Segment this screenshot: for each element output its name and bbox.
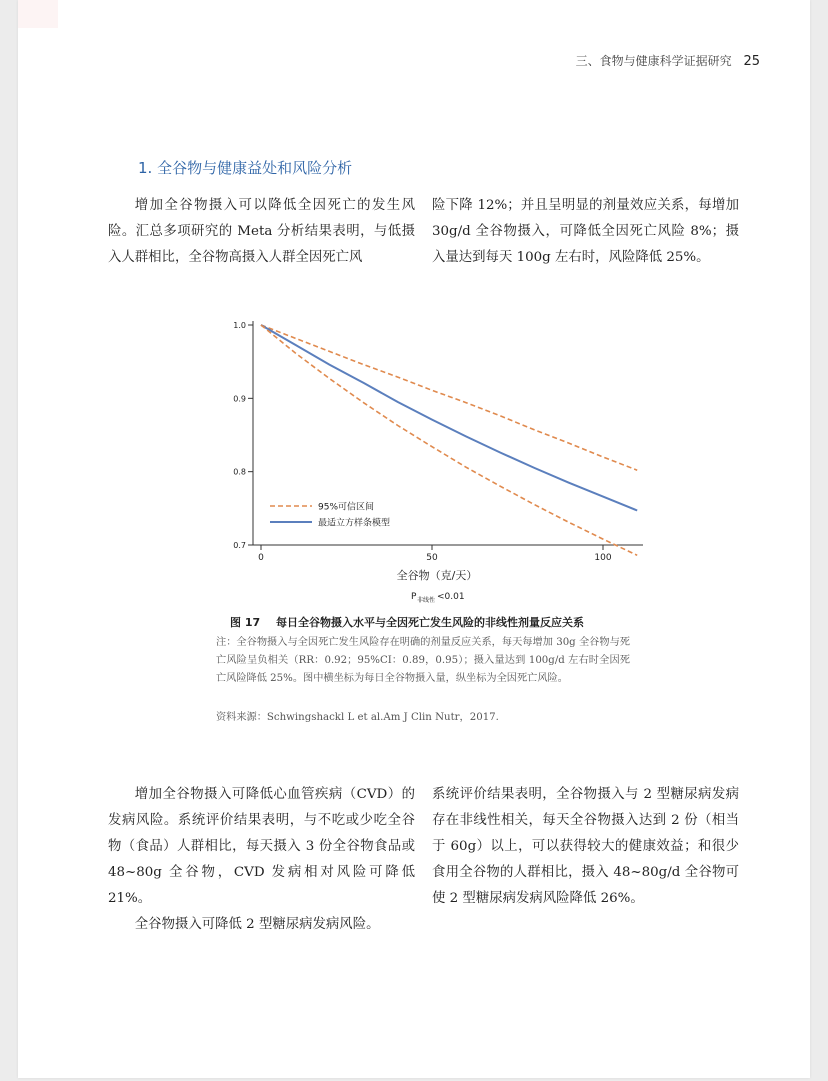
x-tick-label: 50 [426, 553, 438, 563]
x-tick-label: 100 [594, 553, 612, 563]
y-tick-label: 0.8 [233, 467, 246, 477]
chart-legend [270, 501, 390, 529]
y-tick-label: 0.7 [233, 541, 246, 550]
running-header [576, 52, 760, 69]
figure-caption-title [230, 614, 584, 630]
page-corner-tab [18, 0, 58, 28]
p-value: <0.01 [437, 592, 465, 602]
paragraph-1-text-left: 增加全谷物摄入可以降低全因死亡的发生风险。汇总多项研究的 Meta 分析结果表明，与低摄入人群相比，全谷物高摄入人群全因死亡风 [108, 198, 415, 265]
x-axis-label: 全谷物（克/天） [396, 569, 478, 582]
p-symbol: P [411, 592, 417, 602]
x-tick-label: 0 [258, 553, 264, 563]
paragraph-2-column-1 [108, 782, 415, 938]
document-page [18, 0, 810, 1078]
spline-fit-line [261, 325, 637, 511]
figure-note: 注：全谷物摄入与全因死亡发生风险存在明确的剂量反应关系，每天每增加 30g 全谷物与死亡风险呈负相关（RR：0.92；95%CI：0.89，0.95）；摄入量达到 100g/d 左右时全因死亡风险降低 25%。图中横坐标为每日全谷物摄入量，纵坐标为全因死亡风险。 [216, 637, 630, 684]
paragraph-1-column-2 [432, 193, 739, 271]
section-title: 1. 全谷物与健康益处和风险分析 [138, 159, 353, 177]
y-tick-label: 0.9 [233, 394, 246, 404]
y-tick-label: 1.0 [233, 321, 246, 330]
paragraph-3-text-right: 系统评价结果表明，全谷物摄入与 2 型糖尿病发病存在非线性相关，每天全谷物摄入达到 2 份（相当于 60g）以上，可以获得较大的健康效益；和很少食用全谷物的人群相比，摄入 48~80g/d 全谷物可使 2 型糖尿病发病风险降低 26%。 [432, 787, 739, 906]
paragraph-3-column-2 [432, 782, 739, 912]
legend-label: 最适立方样条模型 [318, 518, 391, 529]
running-title: 三、食物与健康科学证据研究 [575, 54, 732, 68]
figure-number: 图 17 [230, 616, 261, 629]
dose-response-chart [208, 315, 648, 610]
figure-source: 资料来源：Schwingshackl L et al.Am J Clin Nutr，2017. [216, 712, 499, 723]
chart-axes [233, 321, 643, 563]
paragraph-3-text-left: 全谷物摄入可降低 2 型糖尿病发病风险。 [134, 917, 380, 932]
page-number: 25 [743, 54, 760, 69]
p-subscript: 非线性 [417, 597, 436, 604]
paragraph-1-text-right: 险下降 12%；并且呈明显的剂量效应关系，每增加 30g/d 全谷物摄入，可降低全因死亡风险 8%；摄入量达到每天 100g 左右时，风险降低 25%。 [432, 198, 739, 265]
paragraph-1-column-1 [108, 193, 415, 271]
paragraph-2-text: 增加全谷物摄入可降低心血管疾病（CVD）的发病风险。系统评价结果表明，与不吃或少吃全谷物（食品）人群相比，每天摄入 3 份全谷物食品或 48~80g 全谷物，CVD 发病相对风险可降低 21%。 [108, 787, 415, 906]
legend-label: 95%可信区间 [318, 502, 375, 513]
p-value-annotation [411, 592, 465, 604]
ci-upper-line [261, 325, 637, 470]
figure-title: 每日全谷物摄入水平与全因死亡发生风险的非线性剂量反应关系 [275, 616, 584, 629]
